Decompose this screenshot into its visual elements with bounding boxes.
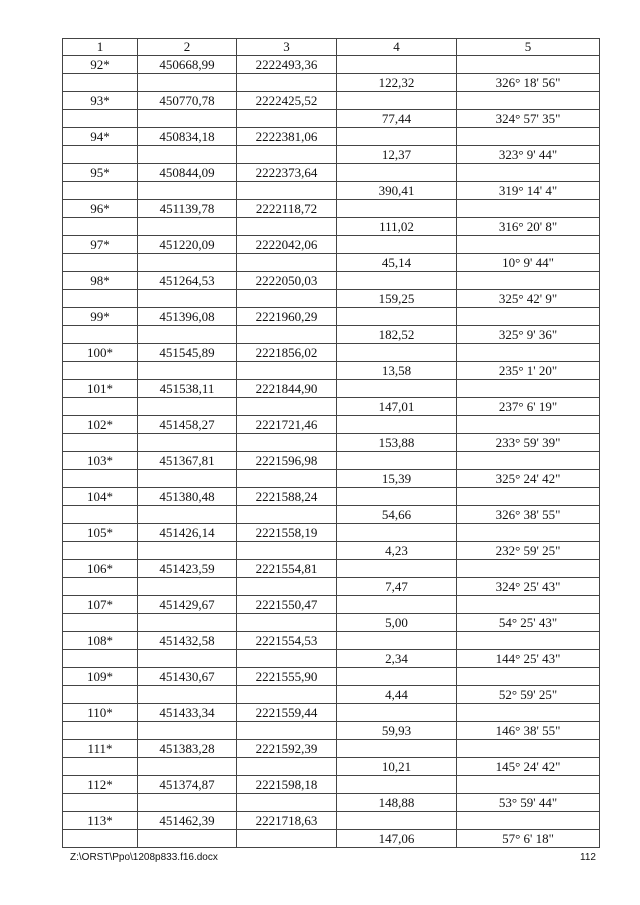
table-row [63,578,600,596]
column-header-2: 2 [138,39,237,56]
table-row [63,614,600,632]
table-cell-col-3 [237,290,337,308]
column-header-5: 5 [457,39,600,56]
table-cell-col-4 [337,272,457,290]
table-cell-col-1: 95* [63,164,138,182]
table-cell-col-5 [457,272,600,290]
table-cell-col-5 [457,416,600,434]
table-row [63,398,600,416]
table-cell-col-3: 2221592,39 [237,740,337,758]
table-cell-col-4 [337,416,457,434]
table-cell-col-3 [237,182,337,200]
table-cell-col-2 [138,650,237,668]
table-cell-col-5: 10° 9' 44" [457,254,600,272]
table-header [63,39,600,56]
table-cell-col-3: 2221550,47 [237,596,337,614]
table-cell-col-1 [63,362,138,380]
table-cell-col-5: 324° 25' 43" [457,578,600,596]
table-cell-col-3 [237,758,337,776]
table-row [63,722,600,740]
table-cell-col-1 [63,578,138,596]
table-cell-col-1: 94* [63,128,138,146]
table-cell-col-4: 4,44 [337,686,457,704]
table-cell-col-5: 144° 25' 43" [457,650,600,668]
table-cell-col-1 [63,290,138,308]
table-cell-col-4: 122,32 [337,74,457,92]
table-cell-col-5: 146° 38' 55" [457,722,600,740]
table-cell-col-5 [457,668,600,686]
table-cell-col-3 [237,146,337,164]
table-cell-col-5 [457,164,600,182]
table-cell-col-5 [457,452,600,470]
table-cell-col-5: 145° 24' 42" [457,758,600,776]
table-row [63,290,600,308]
footer-file-path: Z:\ORST\Ppo\1208p833.f16.docx [70,852,218,863]
table-row [63,560,600,578]
table-cell-col-1: 99* [63,308,138,326]
table-cell-col-4 [337,812,457,830]
table-cell-col-2: 450844,09 [138,164,237,182]
table-cell-col-1 [63,542,138,560]
table-cell-col-5 [457,488,600,506]
table-cell-col-2 [138,758,237,776]
table-cell-col-2 [138,614,237,632]
table-cell-col-3: 2221555,90 [237,668,337,686]
table-row [63,92,600,110]
table-cell-col-4 [337,56,457,74]
table-cell-col-3 [237,686,337,704]
table-cell-col-2 [138,830,237,848]
table-cell-col-2 [138,722,237,740]
table-row [63,740,600,758]
coordinates-table [62,38,600,848]
table-cell-col-3 [237,830,337,848]
table-cell-col-1: 110* [63,704,138,722]
table-cell-col-3: 2222493,36 [237,56,337,74]
table-cell-col-2: 451367,81 [138,452,237,470]
table-cell-col-5: 53° 59' 44" [457,794,600,812]
table-cell-col-5: 325° 42' 9" [457,290,600,308]
table-cell-col-4: 182,52 [337,326,457,344]
table-cell-col-5: 326° 38' 55" [457,506,600,524]
table-cell-col-3: 2221844,90 [237,380,337,398]
table-cell-col-2 [138,74,237,92]
table-row [63,146,600,164]
table-cell-col-4: 15,39 [337,470,457,488]
table-row [63,650,600,668]
table-row [63,794,600,812]
table-cell-col-4: 159,25 [337,290,457,308]
table-cell-col-3 [237,578,337,596]
table-row [63,632,600,650]
table-cell-col-2 [138,506,237,524]
table-cell-col-5 [457,92,600,110]
table-cell-col-4: 2,34 [337,650,457,668]
table-cell-col-1: 109* [63,668,138,686]
table-row [63,704,600,722]
table-row [63,434,600,452]
table-cell-col-2: 451458,27 [138,416,237,434]
table-cell-col-1: 96* [63,200,138,218]
table-cell-col-1: 105* [63,524,138,542]
table-cell-col-5: 52° 59' 25" [457,686,600,704]
table-cell-col-4: 147,06 [337,830,457,848]
table-cell-col-4: 12,37 [337,146,457,164]
table-cell-col-1: 98* [63,272,138,290]
column-header-4: 4 [337,39,457,56]
table-cell-col-1 [63,110,138,128]
table-cell-col-1 [63,146,138,164]
table-cell-col-3 [237,614,337,632]
table-cell-col-2: 451139,78 [138,200,237,218]
table-cell-col-5 [457,776,600,794]
table-cell-col-3: 2222381,06 [237,128,337,146]
table-cell-col-3 [237,110,337,128]
table-cell-col-3 [237,326,337,344]
table-cell-col-3: 2221558,19 [237,524,337,542]
table-row [63,812,600,830]
table-row [63,668,600,686]
table-cell-col-3: 2221856,02 [237,344,337,362]
table-cell-col-3: 2221721,46 [237,416,337,434]
table-cell-col-1 [63,614,138,632]
table-cell-col-2 [138,398,237,416]
table-row [63,110,600,128]
table-cell-col-1: 113* [63,812,138,830]
table-cell-col-1 [63,722,138,740]
table-row [63,218,600,236]
table-cell-col-5 [457,236,600,254]
table-cell-col-5: 232° 59' 25" [457,542,600,560]
table-cell-col-1 [63,326,138,344]
table-cell-col-4: 77,44 [337,110,457,128]
table-cell-col-5 [457,344,600,362]
table-cell-col-3 [237,506,337,524]
table-cell-col-1: 93* [63,92,138,110]
table-cell-col-1 [63,254,138,272]
table-cell-col-5: 54° 25' 43" [457,614,600,632]
table-cell-col-3 [237,542,337,560]
table-cell-col-5: 316° 20' 8" [457,218,600,236]
table-cell-col-3 [237,722,337,740]
table-cell-col-3: 2221588,24 [237,488,337,506]
table-cell-col-2 [138,290,237,308]
table-cell-col-4 [337,704,457,722]
table-cell-col-3: 2222050,03 [237,272,337,290]
table-cell-col-2 [138,362,237,380]
table-cell-col-3: 2221960,29 [237,308,337,326]
footer-page-number: 112 [580,852,596,863]
table-cell-col-1: 103* [63,452,138,470]
table-cell-col-2 [138,470,237,488]
table-cell-col-2: 451429,67 [138,596,237,614]
table-cell-col-1: 111* [63,740,138,758]
table-row [63,524,600,542]
table-cell-col-2 [138,326,237,344]
table-cell-col-4: 153,88 [337,434,457,452]
table-row [63,686,600,704]
table-row [63,164,600,182]
table-row [63,326,600,344]
table-cell-col-3: 2221559,44 [237,704,337,722]
table-cell-col-3: 2221718,63 [237,812,337,830]
table-cell-col-3: 2221554,81 [237,560,337,578]
table-row [63,74,600,92]
table-cell-col-3: 2222373,64 [237,164,337,182]
table-cell-col-1 [63,686,138,704]
table-row [63,128,600,146]
table-cell-col-3 [237,74,337,92]
table-row [63,362,600,380]
table-cell-col-3 [237,362,337,380]
table-cell-col-5: 324° 57' 35" [457,110,600,128]
table-cell-col-4 [337,308,457,326]
table-cell-col-4: 10,21 [337,758,457,776]
table-cell-col-4 [337,380,457,398]
table-cell-col-2: 451423,59 [138,560,237,578]
table-cell-col-2 [138,146,237,164]
table-cell-col-1: 92* [63,56,138,74]
table-cell-col-3 [237,470,337,488]
table-cell-col-1 [63,794,138,812]
table-cell-col-1 [63,650,138,668]
table-cell-col-5 [457,200,600,218]
table-cell-col-4: 4,23 [337,542,457,560]
table-cell-col-3: 2221596,98 [237,452,337,470]
table-row [63,344,600,362]
table-cell-col-5: 237° 6' 19" [457,398,600,416]
table-cell-col-5: 323° 9' 44" [457,146,600,164]
table-row [63,308,600,326]
table-cell-col-2: 451374,87 [138,776,237,794]
table-cell-col-5 [457,380,600,398]
table-cell-col-5: 319° 14' 4" [457,182,600,200]
table-cell-col-5: 325° 24' 42" [457,470,600,488]
table-cell-col-4 [337,164,457,182]
table-cell-col-5 [457,56,600,74]
table-row [63,182,600,200]
table-cell-col-4 [337,524,457,542]
table-cell-col-2: 451220,09 [138,236,237,254]
table-cell-col-1: 108* [63,632,138,650]
table-cell-col-1 [63,398,138,416]
table-cell-col-5 [457,560,600,578]
table-cell-col-2 [138,794,237,812]
table-row [63,452,600,470]
table-row [63,758,600,776]
table-cell-col-4: 148,88 [337,794,457,812]
table-row [63,416,600,434]
table-cell-col-4 [337,596,457,614]
table-cell-col-5 [457,740,600,758]
table-cell-col-4 [337,776,457,794]
table-cell-col-2: 451545,89 [138,344,237,362]
table-row [63,542,600,560]
table-row [63,470,600,488]
table-row [63,200,600,218]
table-cell-col-5 [457,128,600,146]
table-cell-col-5 [457,812,600,830]
table-cell-col-2: 450834,18 [138,128,237,146]
table-cell-col-1 [63,506,138,524]
table-row [63,596,600,614]
table-cell-col-4: 5,00 [337,614,457,632]
table-cell-col-2: 451380,48 [138,488,237,506]
table-row [63,830,600,848]
table-cell-col-1: 102* [63,416,138,434]
table-cell-col-2: 450668,99 [138,56,237,74]
table-cell-col-1: 106* [63,560,138,578]
table-row [63,506,600,524]
table-cell-col-5: 233° 59' 39" [457,434,600,452]
table-cell-col-5: 57° 6' 18" [457,830,600,848]
table-cell-col-5 [457,308,600,326]
table-cell-col-2: 451264,53 [138,272,237,290]
table-cell-col-3: 2221598,18 [237,776,337,794]
table-row [63,236,600,254]
table-cell-col-3: 2222425,52 [237,92,337,110]
table-cell-col-4 [337,92,457,110]
table-cell-col-2 [138,686,237,704]
table-cell-col-2: 451462,39 [138,812,237,830]
table-cell-col-4: 147,01 [337,398,457,416]
table-cell-col-2: 451383,28 [138,740,237,758]
table-cell-col-4 [337,488,457,506]
table-cell-col-4 [337,452,457,470]
table-cell-col-4: 59,93 [337,722,457,740]
table-cell-col-4: 7,47 [337,578,457,596]
table-cell-col-2: 451432,58 [138,632,237,650]
table-cell-col-1 [63,470,138,488]
table-cell-col-5 [457,704,600,722]
table-cell-col-4: 54,66 [337,506,457,524]
table-cell-col-5 [457,596,600,614]
table-cell-col-2 [138,182,237,200]
table-cell-col-3 [237,794,337,812]
table-cell-col-3 [237,254,337,272]
table-cell-col-4 [337,236,457,254]
table-cell-col-3 [237,218,337,236]
table-cell-col-1: 107* [63,596,138,614]
table-row [63,488,600,506]
table-cell-col-1: 112* [63,776,138,794]
table-cell-col-5 [457,524,600,542]
table-cell-col-2: 450770,78 [138,92,237,110]
table-row [63,776,600,794]
table-cell-col-5 [457,632,600,650]
table-cell-col-4 [337,200,457,218]
table-cell-col-4 [337,740,457,758]
column-header-1: 1 [63,39,138,56]
table-row [63,380,600,398]
table-cell-col-2: 451396,08 [138,308,237,326]
table-cell-col-4: 390,41 [337,182,457,200]
table-cell-col-2 [138,218,237,236]
table-cell-col-5: 325° 9' 36" [457,326,600,344]
table-cell-col-3: 2222118,72 [237,200,337,218]
table-cell-col-1 [63,434,138,452]
table-cell-col-2 [138,434,237,452]
header-row [63,39,600,56]
table-cell-col-5: 326° 18' 56" [457,74,600,92]
table-cell-col-4 [337,668,457,686]
table-cell-col-1: 100* [63,344,138,362]
table-cell-col-3 [237,398,337,416]
table-cell-col-1: 101* [63,380,138,398]
table-cell-col-1 [63,758,138,776]
table-cell-col-4 [337,128,457,146]
table-cell-col-1: 97* [63,236,138,254]
table-row [63,272,600,290]
table-cell-col-2: 451433,34 [138,704,237,722]
table-cell-col-4: 13,58 [337,362,457,380]
table-cell-col-1 [63,182,138,200]
column-header-3: 3 [237,39,337,56]
table-cell-col-1 [63,74,138,92]
table-cell-col-2 [138,542,237,560]
table-cell-col-3: 2222042,06 [237,236,337,254]
table-body [63,56,600,848]
table-cell-col-2 [138,254,237,272]
table-cell-col-1 [63,830,138,848]
table-cell-col-4: 111,02 [337,218,457,236]
table-row [63,56,600,74]
table-cell-col-2 [138,110,237,128]
table-cell-col-2: 451538,11 [138,380,237,398]
table-cell-col-1: 104* [63,488,138,506]
table-cell-col-5: 235° 1' 20" [457,362,600,380]
table-cell-col-2: 451426,14 [138,524,237,542]
table-cell-col-4 [337,632,457,650]
table-row [63,254,600,272]
table-cell-col-3 [237,434,337,452]
table-cell-col-1 [63,218,138,236]
table-cell-col-3: 2221554,53 [237,632,337,650]
table-cell-col-4: 45,14 [337,254,457,272]
table-cell-col-4 [337,344,457,362]
table-cell-col-2: 451430,67 [138,668,237,686]
table-cell-col-4 [337,560,457,578]
table-cell-col-3 [237,650,337,668]
table-cell-col-2 [138,578,237,596]
